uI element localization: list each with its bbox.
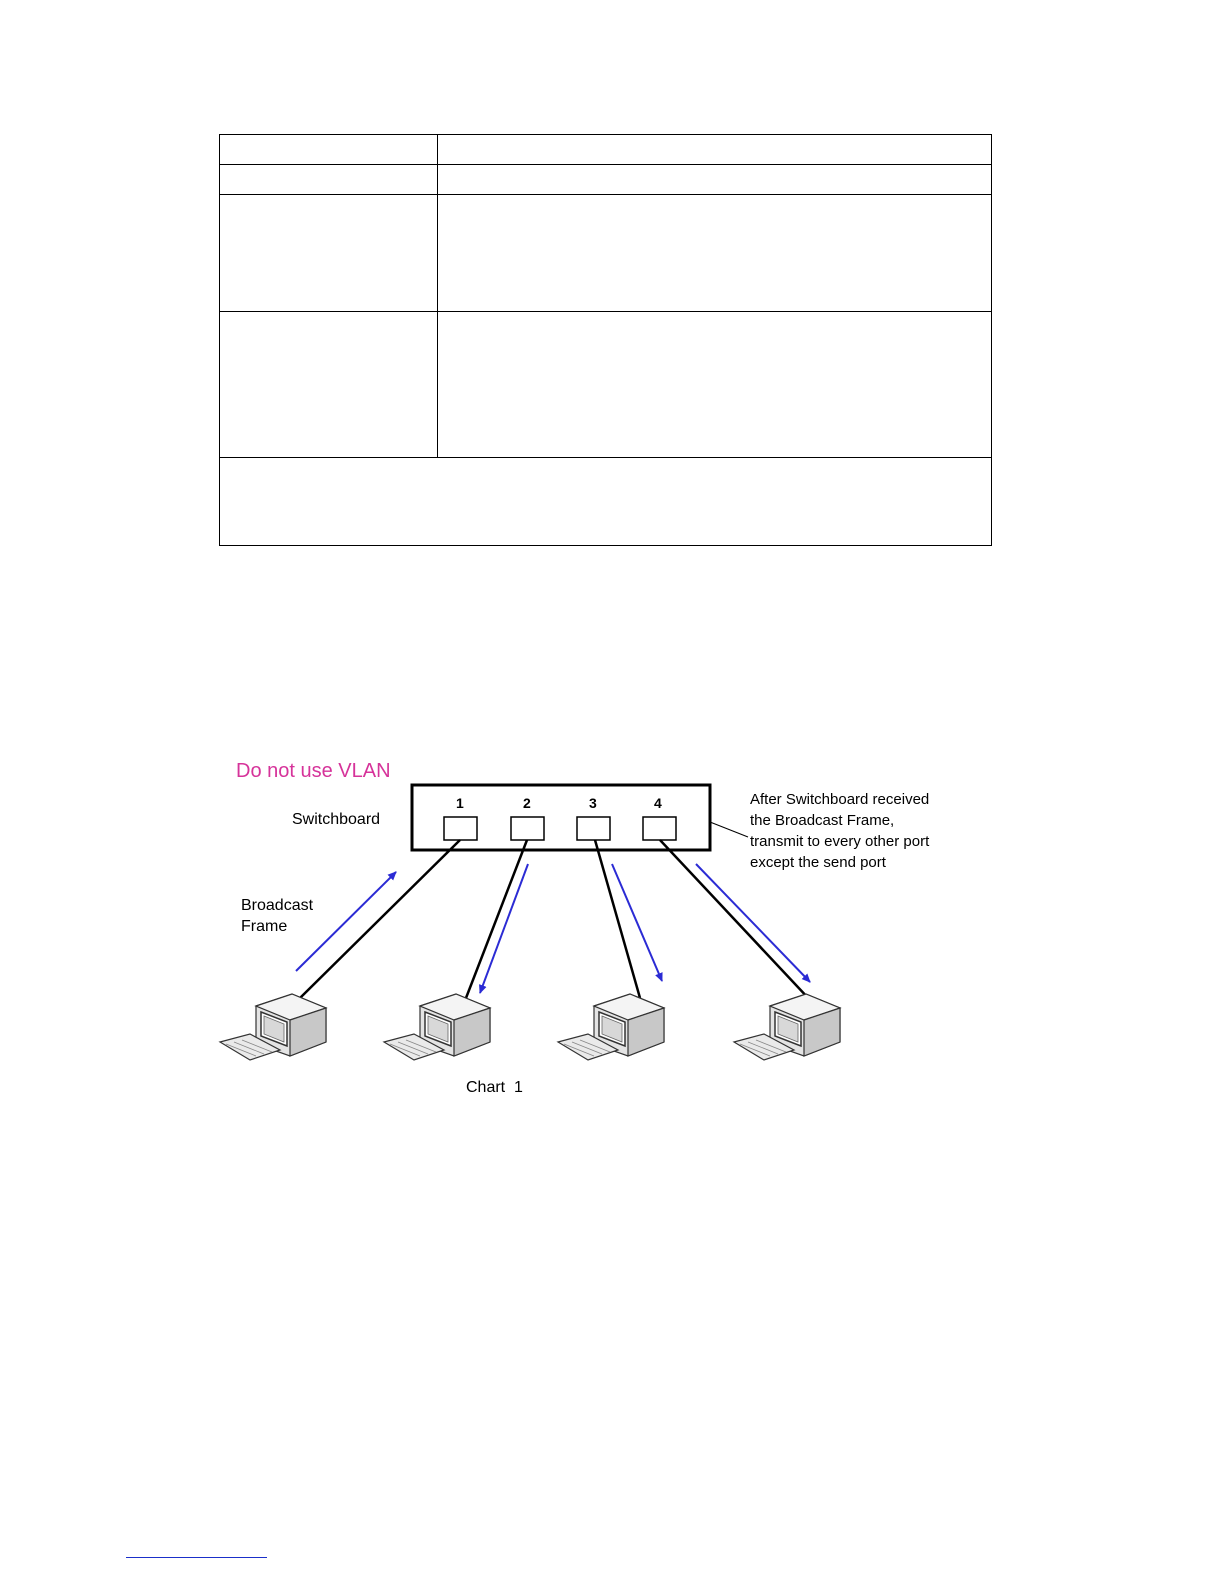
port-icon (577, 817, 610, 840)
table-row (220, 135, 992, 165)
computer-icon (384, 994, 490, 1060)
table-cell (220, 165, 438, 195)
callout-line (710, 822, 748, 837)
table-cell (220, 312, 438, 458)
footnote-separator (126, 1557, 267, 1558)
arrow-out-2 (480, 864, 528, 993)
table-cell (438, 135, 992, 165)
broadcast-frame-label (241, 897, 318, 935)
cable-2 (466, 840, 527, 998)
computer-icon (220, 994, 326, 1060)
table-row (220, 165, 992, 195)
broadcast-line: Broadcast (241, 897, 314, 914)
cable-1 (300, 840, 460, 998)
switch-note (750, 791, 933, 871)
switch-label: Switchboard (292, 811, 381, 828)
table-row (220, 195, 992, 312)
table-cell-wide (220, 458, 992, 546)
broadcast-line: Frame (241, 918, 288, 935)
port-icon (511, 817, 544, 840)
empty-table (219, 134, 992, 546)
diagram-heading: Do not use VLAN (236, 760, 391, 782)
computer-icon (558, 994, 664, 1060)
port-number: 2 (523, 795, 531, 811)
note-line: the Broadcast Frame, (750, 812, 895, 829)
vlan-diagram (210, 750, 990, 1110)
table-cell (438, 165, 992, 195)
port-number: 4 (654, 795, 662, 811)
table-cell (220, 135, 438, 165)
table-cell (220, 195, 438, 312)
computer-icon (734, 994, 840, 1060)
note-line: transmit to every other port (750, 833, 930, 850)
port-number: 1 (456, 795, 464, 811)
diagram-caption: Chart 1 (466, 1079, 523, 1096)
table-cell (438, 195, 992, 312)
port-icon (444, 817, 477, 840)
note-line: except the send port (750, 854, 886, 871)
cable-3 (595, 840, 640, 998)
arrow-broadcast-in (296, 872, 396, 971)
diagram-svg (210, 750, 990, 1110)
port-number: 3 (589, 795, 597, 811)
port-icon (643, 817, 676, 840)
table-row (220, 458, 992, 546)
table-row (220, 312, 992, 458)
arrow-out-4 (696, 864, 810, 982)
table-cell (438, 312, 992, 458)
note-line: After Switchboard received (750, 791, 930, 808)
